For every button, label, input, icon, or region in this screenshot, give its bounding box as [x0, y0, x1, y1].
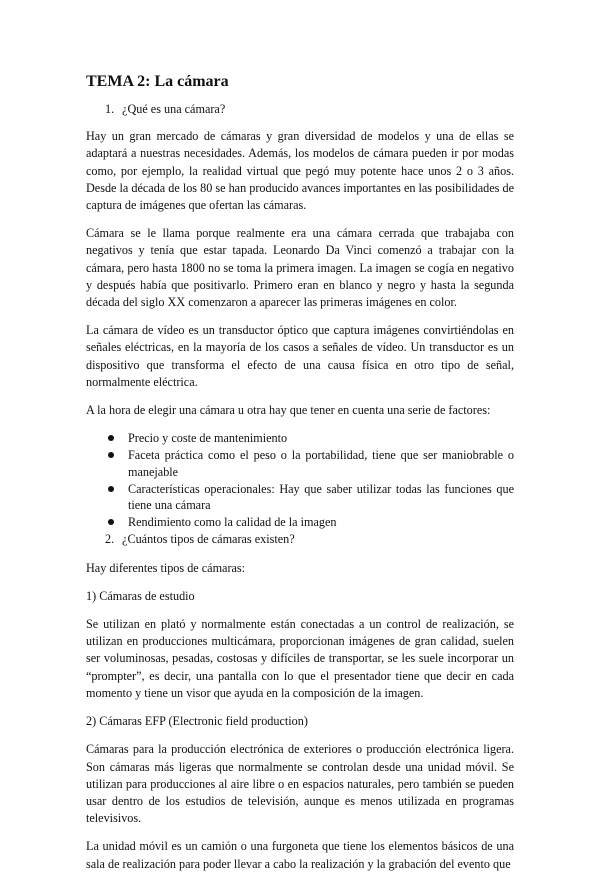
subheading-studio-cameras: 1) Cámaras de estudio — [86, 588, 195, 603]
paragraph: La unidad móvil es un camión o una furgoneta que tiene los elementos básicos de una sala de realización para poder llevar a cabo la realización y la grabación del evento que — [86, 839, 514, 871]
paragraph: Cámaras para la producción electrónica de exteriores o producción electrónica ligera. Son cámaras más ligeras que normalmente se controlan desde una unidad móvil. Se utilizan para producciones al aire libre o en espacios naturales, pero también se pueden usar dentro de los estudios de televisión, aunque es menos utilizada en programas televisivos. — [86, 742, 514, 826]
bullet-icon — [108, 486, 114, 492]
bullet-icon — [108, 519, 114, 525]
section-number: 1. — [105, 102, 115, 116]
list-item: Rendimiento como la calidad de la imagen — [105, 514, 514, 530]
paragraph: La cámara de vídeo es un transductor óptico que captura imágenes convirtiéndolas en señales eléctricas, en la mayoría de los casos a señales de vídeo. Un transductor es un dispositivo que transforma el efecto de una causa física en otro tipo de señal, normalmente eléctrica. — [86, 323, 514, 389]
bullet-icon — [108, 452, 114, 458]
paragraph: Se utilizan en plató y normalmente están conectadas a un control de realización, se utilizan en producciones multicámara, proporcionan imágenes de gran calidad, suelen ser voluminosas, pesadas, costosas y difíciles de transportar, se les suele incorporar un “prompter”, es decir, una pantalla con lo que el presentador tiene que decir en cada momento y tiene un visor que ayuda en la composición de la imagen. — [86, 617, 514, 700]
list-item: Precio y coste de mantenimiento — [105, 430, 514, 446]
section-number: 2. — [105, 532, 115, 547]
factors-list — [86, 430, 514, 530]
paragraph: A la hora de elegir una cámara u otra hay que tener en cuenta una serie de factores: — [86, 403, 491, 418]
section-heading-1 — [86, 101, 514, 118]
paragraph: Hay un gran mercado de cámaras y gran diversidad de modelos y una de ellas se adaptará a nuestras necesidades. Además, los modelos de cámara pueden ir por modas como, por ejemplo, la realidad virtual que pegó muy potente hace unos 2 o 3 años. Desde la década de los 80 se han producido avances importantes en las posibilidades de captura de imágenes que ofertan las cámaras. — [86, 129, 514, 213]
subheading-efp-cameras: 2) Cámaras EFP (Electronic field production) — [86, 714, 308, 729]
paragraph: Cámara se le llama porque realmente era una cámara cerrada que trabajaba con negativos y tenía que estar tapada. Leonardo Da Vinci comenzó a trabajar con la cámara, pero hasta 1800 no se toma la primera imagen. La imagen se cogía en negativo y después había que positivarlo. Primero eran en blanco y negro y hasta la segunda década del siglo XX comenzaron a aparecer las primeras imágenes en color. — [86, 226, 514, 310]
section-heading-2 — [86, 531, 514, 548]
list-item: Faceta práctica como el peso o la portabilidad, tiene que ser maniobrable o manejable — [105, 447, 514, 479]
bullet-icon — [108, 435, 114, 441]
list-item: Características operacionales: Hay que saber utilizar todas las funciones que tiene una cámara — [105, 481, 514, 513]
section-heading-text: ¿Cuántos tipos de cámaras existen? — [122, 532, 295, 547]
section-heading-text: ¿Qué es una cámara? — [122, 102, 226, 116]
types-intro: Hay diferentes tipos de cámaras: — [86, 560, 246, 575]
document-title: TEMA 2: La cámara — [86, 73, 229, 90]
